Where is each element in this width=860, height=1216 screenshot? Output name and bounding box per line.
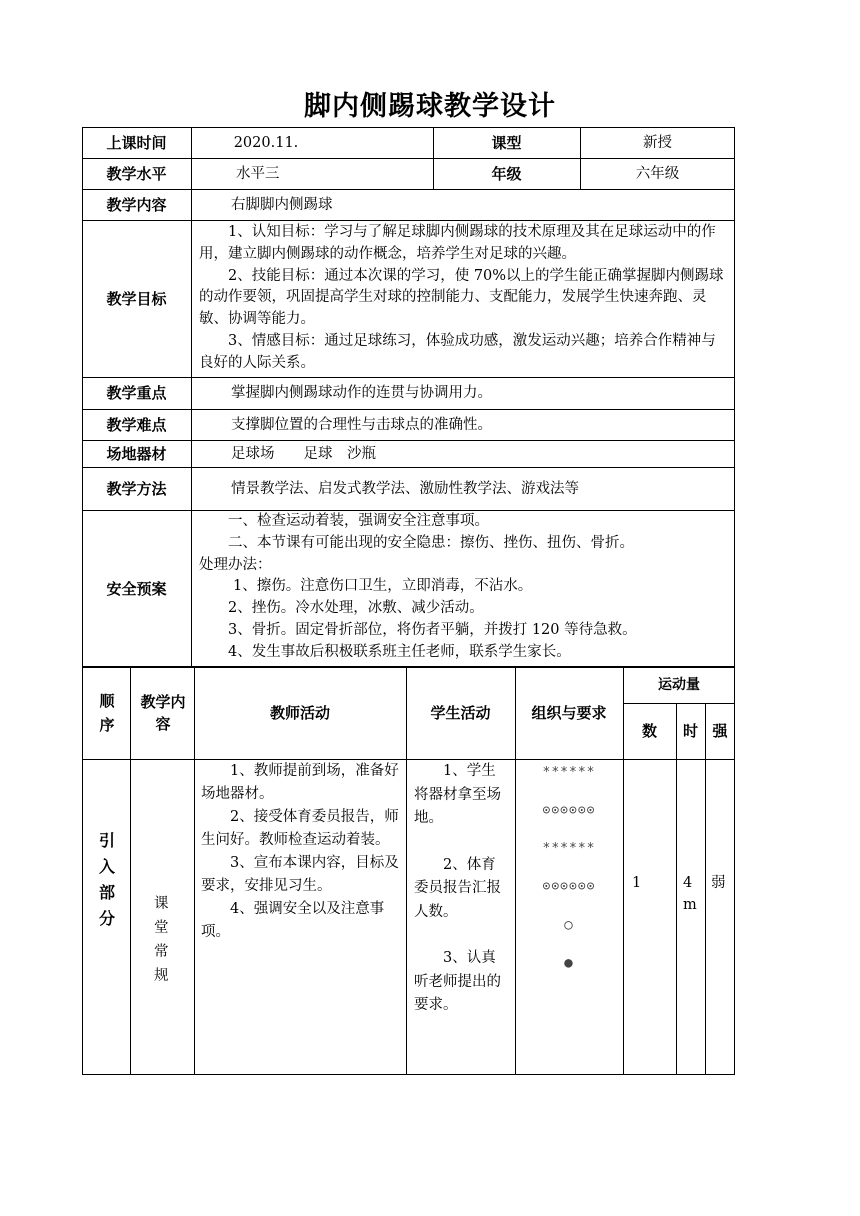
formation-teacher-icon: ●: [564, 955, 574, 971]
teaching-content-label: 教学内容: [106, 195, 167, 214]
col-student-header: 学生活动: [430, 704, 491, 722]
method-value: 情景教学法、启发式教学法、激励性教学法、游戏法等: [231, 480, 579, 497]
teaching-goals-label: 教学目标: [106, 289, 167, 308]
student-activities: [414, 760, 510, 1018]
document-title: 脚内侧踢球教学设计: [304, 91, 556, 122]
method-label: 教学方法: [106, 479, 167, 498]
goal-affective: 3、情感目标：通过足球练习，体验成功感，激发运动兴趣；培养合作精神与良好的人际关系。: [199, 332, 716, 371]
goal-skill: 2、技能目标：通过本次课的学习，使 70%以上的学生能正确掌握脚内侧踢球的动作要领，巩固提高学生对球的控制能力、支配能力，发展学生快速奔跑、灵敏、协调等能力。: [199, 267, 724, 328]
teacher-activity: 2、接受体育委员报告，师生问好。教师检查运动着装。: [201, 809, 399, 848]
teacher-activities: [201, 760, 401, 944]
safety-item: 4、发生事故后积极联系班主任老师，联系学生家长。: [228, 643, 571, 660]
safety-item: 二、本节课有可能出现的安全隐患：擦伤、挫伤、扭伤、骨折。: [228, 534, 634, 551]
equipment-label: 场地器材: [106, 444, 167, 463]
teacher-activity: 3、宣布本课内容，目标及要求，安排见习生。: [201, 855, 399, 894]
difficulty-label: 教学难点: [106, 415, 167, 434]
formation-students-row: ⊙⊙⊙⊙⊙⊙: [542, 879, 596, 894]
safety-item: 2、挫伤。冷水处理，冰敷、减少活动。: [228, 600, 484, 617]
safety-plan-label: 安全预案: [106, 579, 167, 598]
formation-students-row: ******: [542, 765, 596, 780]
col-load-header: 运动量: [658, 677, 700, 693]
safety-item: 处理办法：: [199, 556, 272, 573]
teacher-activity: 1、教师提前到场，准备好场地器材。: [201, 763, 399, 802]
safety-item: 一、检查运动着装，强调安全注意事项。: [228, 513, 489, 529]
col-time-header: 时: [682, 722, 698, 740]
safety-item: 1、擦伤。注意伤口卫生，立即消毒，不沾水。: [233, 578, 533, 595]
goal-cognitive: 1、认知目标：学习与了解足球脚内侧踢球的技术原理及其在足球运动中的作用，建立脚内侧踢球的动作概念，培养学生对足球的兴趣。: [199, 224, 716, 262]
safety-plan-text: [199, 511, 729, 666]
lesson-type-value: 新授: [643, 134, 672, 151]
student-activity: 1、学生将器材拿至场地。: [414, 763, 501, 826]
formation-students-row: ******: [542, 841, 596, 856]
col-count-header: 数: [641, 722, 657, 740]
lesson-type-label: 课型: [491, 133, 522, 152]
col-org-header: 组织与要求: [531, 704, 607, 722]
equipment-value: 足球场 足球 沙瓶: [231, 445, 376, 462]
student-activity: 2、体育委员报告汇报人数。: [414, 856, 501, 920]
safety-item: 3、骨折。固定骨折部位，将伤者平躺，并拨打 120 等待急救。: [228, 621, 637, 638]
teaching-content-value: 右脚脚内侧踢球: [231, 196, 333, 213]
key-point-label: 教学重点: [106, 384, 167, 402]
col-content-header: 教学内容: [140, 693, 186, 733]
class-time-label: 上课时间: [106, 133, 167, 152]
formation-students-row: ⊙⊙⊙⊙⊙⊙: [542, 803, 596, 818]
grade-value: 六年级: [635, 165, 680, 182]
difficulty-value: 支撑脚位置的合理性与击球点的准确性。: [231, 416, 492, 433]
student-activity: 3、认真听老师提出的要求。: [414, 950, 501, 1013]
section-name: 引入部分: [98, 831, 115, 928]
teacher-activity: 4、强调安全以及注意事项。: [201, 901, 385, 940]
teaching-goals-text: [199, 222, 729, 375]
class-time-value: 2020.11.: [233, 134, 299, 151]
load-count-value: 1: [632, 875, 642, 891]
section-content: 课堂常规: [154, 896, 183, 984]
load-intensity-value: 弱: [711, 875, 726, 891]
teaching-level-value: 水平三: [236, 165, 280, 182]
col-teacher-header: 教师活动: [269, 704, 330, 722]
key-point-value: 掌握脚内侧踢球动作的连贯与协调用力。: [231, 385, 492, 401]
load-time-value: 4 m: [683, 875, 697, 913]
col-intensity-header: 强: [712, 722, 728, 740]
col-order-header: 顺序: [99, 692, 115, 734]
teaching-level-label: 教学水平: [106, 164, 167, 183]
formation-diagram: [517, 762, 621, 990]
grade-label: 年级: [491, 164, 522, 183]
formation-leader-icon: ○: [564, 917, 574, 933]
